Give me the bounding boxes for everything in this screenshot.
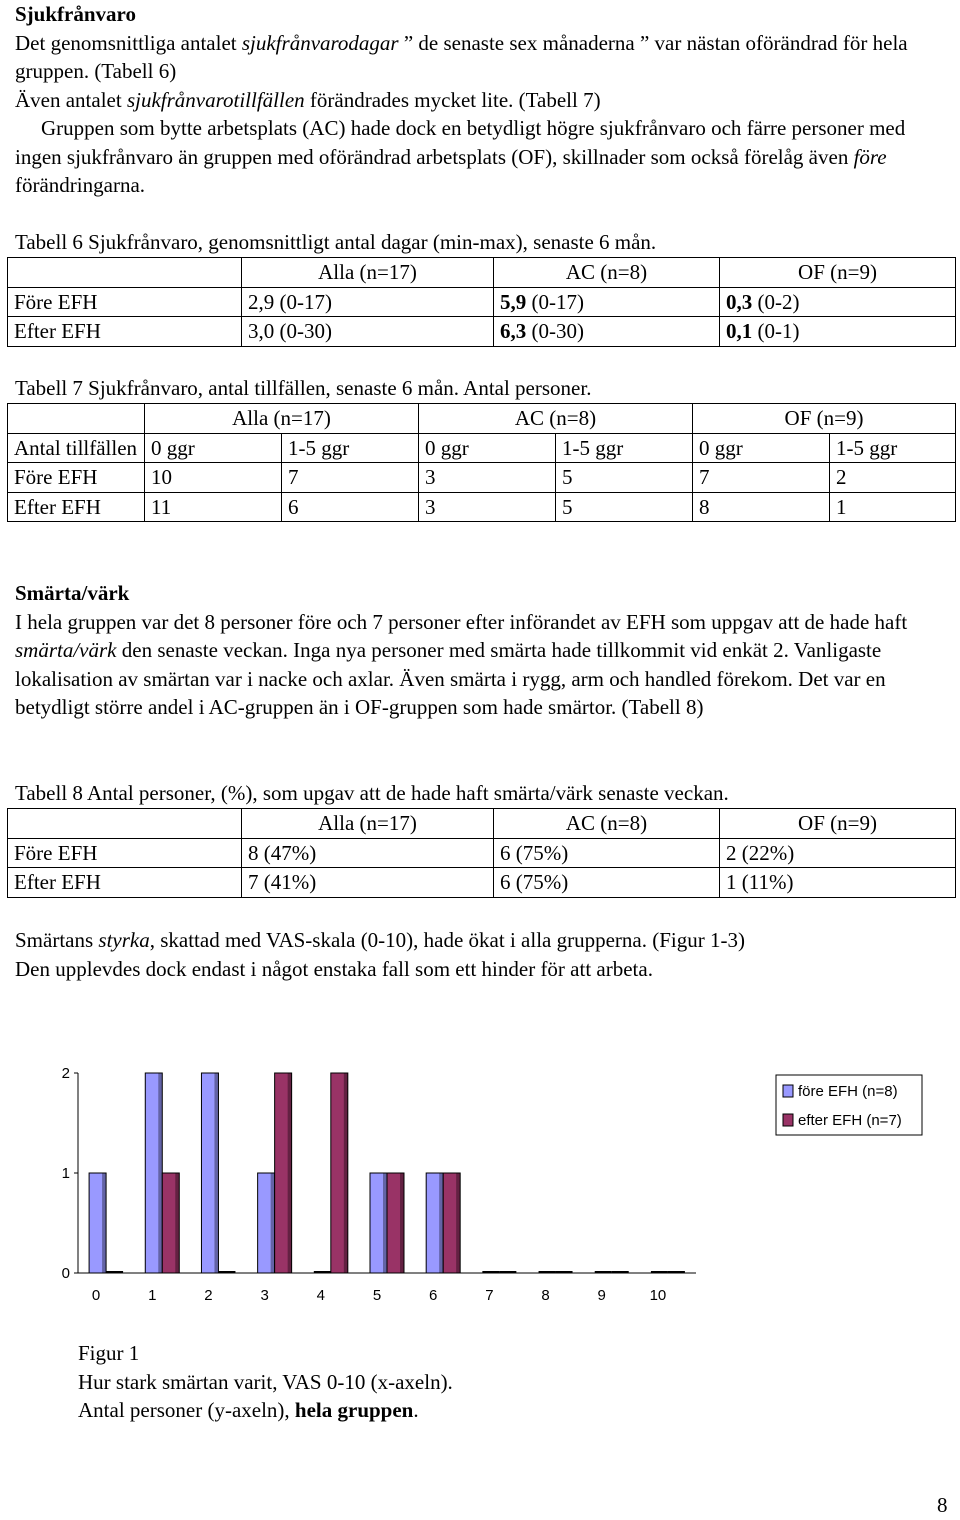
- table-cell: 6 (75%): [494, 868, 720, 898]
- row-label: Efter EFH: [8, 492, 145, 522]
- x-tick-label: 6: [429, 1287, 438, 1304]
- text: , skattad med VAS-skala (0-10), hade ökat i alla grupperna. (Figur 1-3): [149, 928, 745, 952]
- emphasis: sjukfrånvarodagar: [241, 30, 399, 55]
- paragraph-pain-strength: [15, 926, 950, 955]
- table-row: [8, 317, 956, 347]
- y-tick-label: 2: [61, 1065, 70, 1082]
- bar-shade: [175, 1173, 179, 1273]
- heading-pain: Smärta/värk: [15, 581, 130, 605]
- table-subheader-cell: 0 ggr: [693, 433, 830, 463]
- bar-shade: [102, 1173, 106, 1273]
- value-range: (0-30): [526, 319, 584, 343]
- value-range: (0-17): [526, 289, 584, 314]
- x-tick-label: 2: [204, 1287, 213, 1304]
- table-header-cell: OF (n=9): [720, 809, 956, 839]
- table-8: [7, 808, 956, 898]
- emphasis: före: [853, 144, 887, 169]
- bold-value: 6,3: [500, 319, 527, 343]
- page-number: 8: [937, 1493, 948, 1517]
- x-tick-label: 1: [148, 1287, 157, 1304]
- bar-chart: [0, 1050, 960, 1320]
- x-tick-label: 0: [91, 1287, 101, 1304]
- figure-caption: [78, 1339, 453, 1425]
- text: förändrades mycket lite. (Tabell 7): [304, 87, 601, 112]
- table-cell: 5: [556, 492, 693, 522]
- paragraph-pain: [15, 608, 950, 722]
- text: den senaste veckan. Inga nya personer med smärta hade tillkommit vid enkät 2. Vanligaste lokalisation av smärtan var i nacke och axlar. Även smärta i rygg, arm och handled förekom. Det var en betydligt större andel i AC-gruppen än i OF-gruppen som hade smärtor. (Tabell 8): [15, 638, 886, 719]
- table-header-row: [8, 258, 956, 288]
- x-tick-label: 3: [260, 1287, 269, 1304]
- table-header-row: [8, 809, 956, 839]
- bold-value: 0,3: [726, 289, 753, 314]
- emphasis: sjukfrånvarotillfällen: [126, 87, 305, 112]
- table-cell: [494, 317, 720, 347]
- table-cell: [720, 317, 956, 347]
- chart-legend: [776, 1075, 922, 1135]
- bar-shade: [288, 1073, 292, 1273]
- bar-shade: [400, 1173, 404, 1273]
- table-cell: 1 (11%): [720, 868, 956, 898]
- heading-sick-leave: Sjukfrånvaro: [15, 2, 136, 26]
- table-header-cell: Alla (n=17): [145, 404, 419, 434]
- text: Även antalet: [15, 87, 127, 112]
- text: Antal personer (y-axeln),: [78, 1398, 295, 1422]
- x-tick-label: 4: [316, 1287, 325, 1304]
- bar-shade: [383, 1173, 387, 1273]
- paragraph-hinder: Den upplevdes dock endast i något enstaka fall som ett hinder för att arbeta.: [15, 956, 653, 981]
- table-cell: 6 (75%): [494, 838, 720, 868]
- bold-text: hela gruppen: [294, 1398, 414, 1422]
- table-cell: 7 (41%): [242, 868, 494, 898]
- text: ” de senaste sex månaderna ” var nästan oförändrad för hela gruppen. (Tabell 6): [15, 30, 908, 83]
- x-tick-label: 5: [372, 1287, 382, 1304]
- y-tick-labels: [62, 1065, 78, 1282]
- table-cell: 7: [282, 463, 419, 493]
- table-cell: 2 (22%): [720, 838, 956, 868]
- row-label: Antal tillfällen: [8, 433, 145, 463]
- bar-shade: [456, 1173, 460, 1273]
- section-pain: [15, 579, 950, 722]
- bold-value: 5,9: [500, 289, 527, 314]
- table-cell: 2: [830, 463, 956, 493]
- table-subheader-row: [8, 433, 956, 463]
- emphasis: styrka: [98, 928, 150, 952]
- table-header-row: [8, 404, 956, 434]
- bar-shade: [158, 1073, 162, 1273]
- table-row: [8, 287, 956, 317]
- table-cell: 5: [556, 463, 693, 493]
- table-header-cell: Alla (n=17): [242, 258, 494, 288]
- x-tick-label: 7: [485, 1287, 494, 1304]
- y-tick-label: 1: [61, 1165, 70, 1182]
- text: I hela gruppen var det 8 personer före och 7 personer efter införandet av EFH som uppgav att de hade haft: [15, 609, 908, 634]
- table-row: [8, 463, 956, 493]
- table-subheader-cell: 1-5 ggr: [282, 433, 419, 463]
- table-6: [7, 257, 956, 347]
- figure-title: Figur 1: [78, 1341, 140, 1365]
- table-subheader-cell: 1-5 ggr: [556, 433, 693, 463]
- table-subheader-cell: 1-5 ggr: [830, 433, 956, 463]
- figure-desc-2: [78, 1396, 453, 1425]
- bar-shade: [214, 1073, 218, 1273]
- table-cell: 10: [145, 463, 282, 493]
- table-row: [8, 492, 956, 522]
- row-label: Efter EFH: [8, 868, 242, 898]
- bar-shade: [439, 1173, 443, 1273]
- table8-caption: Tabell 8 Antal personer, (%), som upgav att de hade haft smärta/värk senaste veckan.: [15, 781, 729, 805]
- table-cell: 3,0 (0-30): [242, 317, 494, 347]
- paragraph-group-compare: [15, 114, 950, 200]
- table-cell: [8, 404, 145, 434]
- table-subheader-cell: 0 ggr: [145, 433, 282, 463]
- table-row: [8, 868, 956, 898]
- table-cell: 8: [693, 492, 830, 522]
- table-cell: 8 (47%): [242, 838, 494, 868]
- table-header-cell: Alla (n=17): [242, 809, 494, 839]
- legend-swatch: [783, 1085, 793, 1097]
- row-label: Efter EFH: [8, 317, 242, 347]
- bar-shade: [344, 1073, 348, 1273]
- table-cell: 3: [419, 463, 556, 493]
- x-tick-label: 8: [541, 1287, 550, 1304]
- text: .: [413, 1398, 419, 1422]
- figure-1-chart: [0, 1050, 960, 1320]
- x-tick-label: 9: [597, 1287, 606, 1304]
- value-range: (0-2): [752, 289, 800, 314]
- table7-caption: Tabell 7 Sjukfrånvaro, antal tillfällen, senaste 6 mån. Antal personer.: [15, 376, 592, 400]
- x-tick-labels: [92, 1287, 666, 1304]
- table-cell: 7: [693, 463, 830, 493]
- row-label: Före EFH: [8, 287, 242, 317]
- table-cell: 6: [282, 492, 419, 522]
- row-label: Före EFH: [8, 463, 145, 493]
- text: Gruppen som bytte arbetsplats (AC) hade dock en betydligt högre sjukfrånvaro och färre personer med ingen sjukfrånvaro än gruppen med oförändrad arbetsplats (OF), skillnader som också förelåg även: [15, 116, 906, 169]
- legend-label: efter EFH (n=7): [798, 1112, 902, 1129]
- emphasis: smärta/värk: [15, 638, 117, 662]
- legend-label: före EFH (n=8): [798, 1083, 898, 1100]
- bar-shade: [271, 1173, 275, 1273]
- table-cell: 1: [830, 492, 956, 522]
- table-header-cell: AC (n=8): [494, 258, 720, 288]
- section-pain-strength: [15, 926, 950, 983]
- table-row: [8, 838, 956, 868]
- table-cell: [494, 287, 720, 317]
- table-header-cell: OF (n=9): [693, 404, 956, 434]
- table-cell: [8, 809, 242, 839]
- table-header-cell: OF (n=9): [720, 258, 956, 288]
- table-cell: 2,9 (0-17): [242, 287, 494, 317]
- text: Det genomsnittliga antalet: [15, 30, 242, 55]
- paragraph-sick-occasions: [15, 86, 950, 115]
- table-cell: [720, 287, 956, 317]
- chart-bars: [89, 1073, 685, 1273]
- section-sick-leave: [15, 0, 950, 200]
- y-tick-label: 0: [61, 1265, 70, 1282]
- figure-desc: Hur stark smärtan varit, VAS 0-10 (x-axeln).: [78, 1369, 453, 1394]
- table-cell: 3: [419, 492, 556, 522]
- bold-value: 0,1: [726, 319, 753, 343]
- row-label: Före EFH: [8, 838, 242, 868]
- legend-swatch: [783, 1114, 793, 1126]
- table-cell: [8, 258, 242, 288]
- table-header-cell: AC (n=8): [419, 404, 693, 434]
- text: förändringarna.: [15, 173, 146, 197]
- table6-caption: Tabell 6 Sjukfrånvaro, genomsnittligt antal dagar (min-max), senaste 6 mån.: [15, 230, 657, 254]
- table-7: [7, 403, 956, 522]
- value-range: (0-1): [752, 319, 800, 343]
- table-subheader-cell: 0 ggr: [419, 433, 556, 463]
- paragraph-sick-days: [15, 29, 950, 86]
- x-tick-label: 10: [649, 1287, 667, 1304]
- table-header-cell: AC (n=8): [494, 809, 720, 839]
- text: Smärtans: [15, 928, 99, 952]
- table-cell: 11: [145, 492, 282, 522]
